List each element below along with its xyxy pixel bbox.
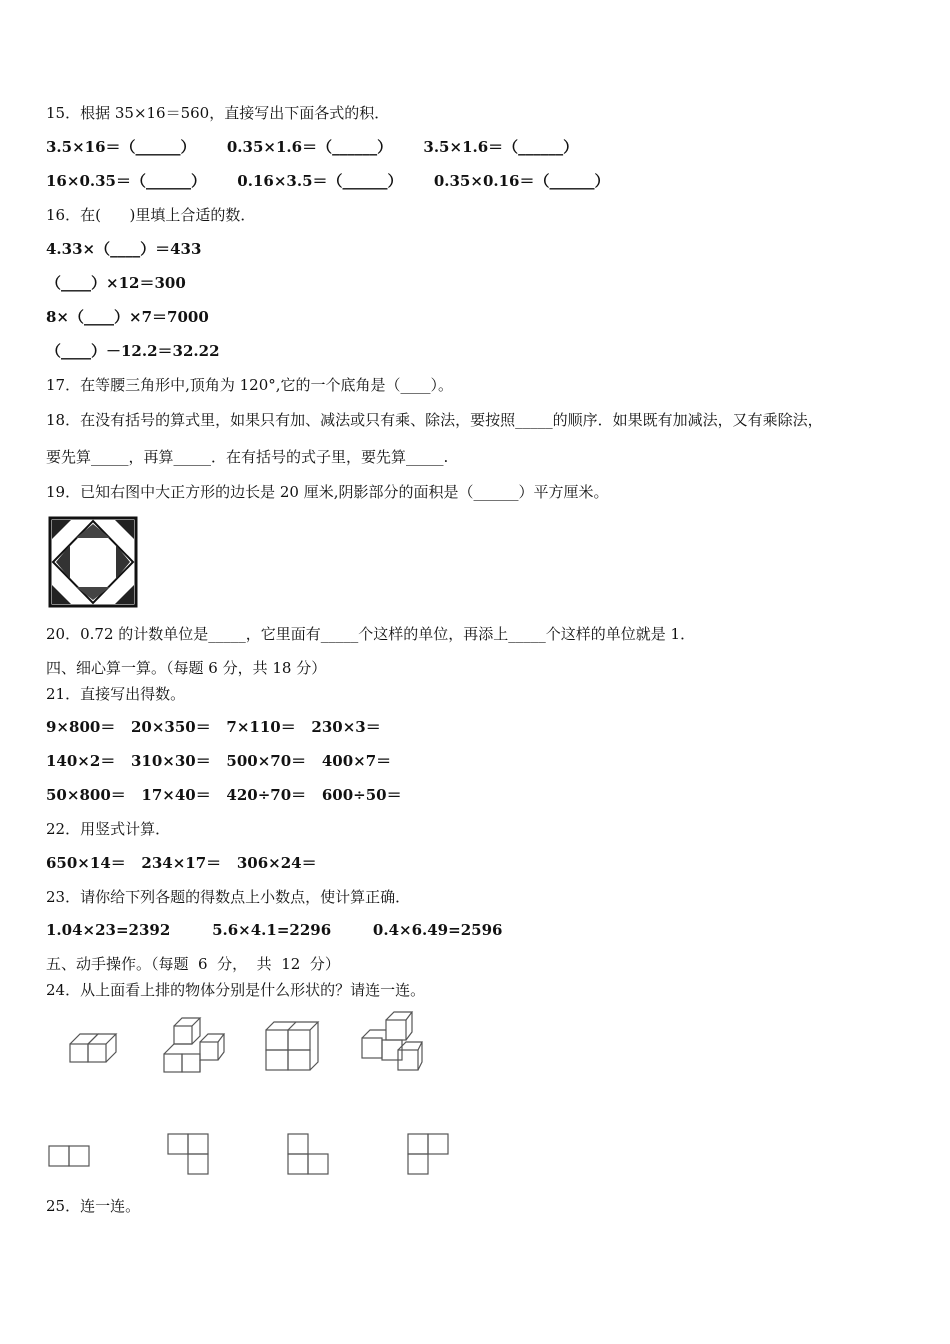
section4-heading: 四、细心算一算。（每题 6 分，共 18 分） xyxy=(46,659,327,677)
square-shaded-figure xyxy=(46,515,140,611)
q22-title: 22．用竖式计算． xyxy=(46,820,171,838)
q23-row: 1.04×23=2392 5.6×4.1=2296 0.4×6.49=2596 xyxy=(46,921,503,939)
q22-row: 650×14＝ 234×17＝ 306×24＝ xyxy=(46,854,317,872)
q15-row1: 3.5×16＝（______） 0.35×1.6＝（______） 3.5×1.6＝（______） xyxy=(46,138,579,156)
section5-heading: 五、动手操作。（每题 6 分， 共 12 分） xyxy=(46,955,340,973)
q16-title: 16．在( )里填上合适的数． xyxy=(46,206,256,224)
q23-title: 23．请你给下列各题的得数点上小数点，使计算正确． xyxy=(46,888,411,906)
q15-title: 15．根据 35×16＝560，直接写出下面各式的积． xyxy=(46,104,390,122)
view-shape-3 xyxy=(286,1132,332,1178)
q17-text: 17．在等腰三角形中,顶角为 120°,它的一个底角是（____）。 xyxy=(46,376,454,394)
q18-line2: 要先算_____，再算_____．在有括号的式子里，要先算_____. xyxy=(46,448,449,466)
q16-line3: 8×（____）×7＝7000 xyxy=(46,308,209,326)
q18-line1: 18．在没有括号的算式里，如果只有加、减法或只有乘、除法，要按照_____的顺序．如果既有加减法，又有乘除法， xyxy=(46,411,823,429)
cube-figure-1 xyxy=(66,1024,126,1074)
q24-title: 24．从上面看上排的物体分别是什么形状的？请连一连。 xyxy=(46,981,426,999)
q16-line1: 4.33×（____）＝433 xyxy=(46,240,202,258)
q16-line4: （____）－12.2＝32.22 xyxy=(46,342,220,360)
cube-figure-2 xyxy=(160,1014,228,1078)
q21-row3: 50×800＝ 17×40＝ 420÷70＝ 600÷50＝ xyxy=(46,786,402,804)
q20-text: 20．0.72 的计数单位是_____，它里面有_____个这样的单位，再添上_____个这样的单位就是 1． xyxy=(46,625,696,643)
cube-figure-3 xyxy=(262,1016,324,1074)
q21-title: 21．直接写出得数。 xyxy=(46,685,186,703)
q15-row2: 16×0.35＝（______） 0.16×3.5＝（______） 0.35×0.16＝（______） xyxy=(46,172,610,190)
view-shape-2 xyxy=(166,1132,212,1178)
view-shape-1 xyxy=(48,1144,92,1170)
q21-row1: 9×800＝ 20×350＝ 7×110＝ 230×3＝ xyxy=(46,718,381,736)
q19-text: 19．已知右图中大正方形的边长是 20 厘米,阴影部分的面积是（______）平方厘米。 xyxy=(46,483,609,501)
q21-row2: 140×2＝ 310×30＝ 500×70＝ 400×7＝ xyxy=(46,752,392,770)
view-shape-4 xyxy=(406,1132,452,1178)
q25-title: 25．连一连。 xyxy=(46,1197,141,1215)
q16-line2: （____）×12＝300 xyxy=(46,274,186,292)
cube-figure-4 xyxy=(356,1010,426,1076)
